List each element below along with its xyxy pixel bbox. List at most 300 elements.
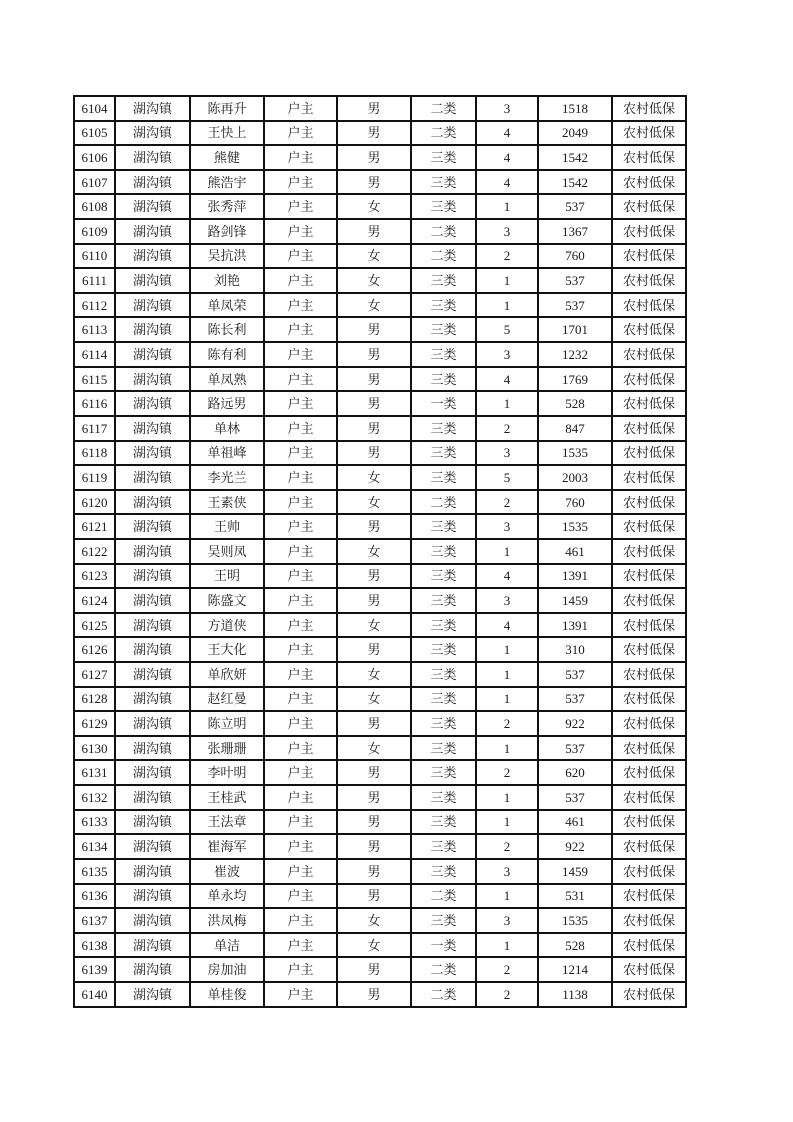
cell-gender: 男 bbox=[337, 588, 411, 613]
table-row bbox=[74, 736, 686, 761]
cell-serial-number: 6132 bbox=[74, 785, 115, 810]
cell-household-count: 1 bbox=[476, 268, 538, 293]
cell-name: 熊浩宇 bbox=[190, 170, 264, 195]
cell-town: 湖沟镇 bbox=[115, 170, 190, 195]
cell-household-count: 1 bbox=[476, 662, 538, 687]
cell-category: 三类 bbox=[411, 170, 476, 195]
cell-category: 三类 bbox=[411, 194, 476, 219]
cell-serial-number: 6113 bbox=[74, 317, 115, 342]
cell-assistance-type: 农村低保 bbox=[612, 391, 686, 416]
cell-gender: 女 bbox=[337, 736, 411, 761]
cell-household-count: 2 bbox=[476, 416, 538, 441]
cell-name: 熊健 bbox=[190, 145, 264, 170]
cell-name: 陈立明 bbox=[190, 711, 264, 736]
cell-category: 三类 bbox=[411, 293, 476, 318]
cell-category: 三类 bbox=[411, 367, 476, 392]
cell-household-count: 4 bbox=[476, 121, 538, 146]
cell-name: 陈有利 bbox=[190, 342, 264, 367]
cell-household-count: 4 bbox=[476, 564, 538, 589]
cell-category: 三类 bbox=[411, 760, 476, 785]
cell-relation: 户主 bbox=[264, 760, 337, 785]
table-row bbox=[74, 908, 686, 933]
cell-amount: 922 bbox=[538, 711, 612, 736]
cell-town: 湖沟镇 bbox=[115, 933, 190, 958]
cell-household-count: 1 bbox=[476, 884, 538, 909]
cell-relation: 户主 bbox=[264, 957, 337, 982]
cell-category: 三类 bbox=[411, 416, 476, 441]
table-row bbox=[74, 957, 686, 982]
cell-serial-number: 6118 bbox=[74, 441, 115, 466]
cell-category: 三类 bbox=[411, 539, 476, 564]
table-row bbox=[74, 588, 686, 613]
cell-assistance-type: 农村低保 bbox=[612, 96, 686, 121]
cell-category: 三类 bbox=[411, 908, 476, 933]
cell-name: 陈长利 bbox=[190, 317, 264, 342]
cell-serial-number: 6133 bbox=[74, 810, 115, 835]
table-row bbox=[74, 145, 686, 170]
table-row bbox=[74, 465, 686, 490]
cell-category: 三类 bbox=[411, 564, 476, 589]
cell-name: 吴抗洪 bbox=[190, 244, 264, 269]
cell-amount: 1535 bbox=[538, 441, 612, 466]
cell-serial-number: 6130 bbox=[74, 736, 115, 761]
cell-serial-number: 6112 bbox=[74, 293, 115, 318]
cell-assistance-type: 农村低保 bbox=[612, 293, 686, 318]
cell-amount: 1535 bbox=[538, 908, 612, 933]
cell-gender: 女 bbox=[337, 194, 411, 219]
cell-name: 陈盛文 bbox=[190, 588, 264, 613]
cell-gender: 男 bbox=[337, 785, 411, 810]
cell-gender: 男 bbox=[337, 342, 411, 367]
cell-category: 三类 bbox=[411, 317, 476, 342]
table-row bbox=[74, 170, 686, 195]
cell-town: 湖沟镇 bbox=[115, 834, 190, 859]
cell-category: 三类 bbox=[411, 859, 476, 884]
cell-serial-number: 6109 bbox=[74, 219, 115, 244]
cell-serial-number: 6131 bbox=[74, 760, 115, 785]
cell-name: 单林 bbox=[190, 416, 264, 441]
cell-category: 二类 bbox=[411, 884, 476, 909]
cell-assistance-type: 农村低保 bbox=[612, 145, 686, 170]
cell-category: 三类 bbox=[411, 613, 476, 638]
cell-name: 张秀萍 bbox=[190, 194, 264, 219]
cell-town: 湖沟镇 bbox=[115, 416, 190, 441]
cell-amount: 1459 bbox=[538, 588, 612, 613]
table-row bbox=[74, 884, 686, 909]
cell-amount: 531 bbox=[538, 884, 612, 909]
cell-assistance-type: 农村低保 bbox=[612, 416, 686, 441]
cell-name: 单欣妍 bbox=[190, 662, 264, 687]
cell-name: 单桂俊 bbox=[190, 982, 264, 1007]
table-row bbox=[74, 810, 686, 835]
cell-serial-number: 6104 bbox=[74, 96, 115, 121]
cell-household-count: 4 bbox=[476, 613, 538, 638]
cell-relation: 户主 bbox=[264, 637, 337, 662]
cell-category: 三类 bbox=[411, 342, 476, 367]
table-row bbox=[74, 244, 686, 269]
cell-assistance-type: 农村低保 bbox=[612, 490, 686, 515]
cell-household-count: 3 bbox=[476, 859, 538, 884]
cell-gender: 男 bbox=[337, 859, 411, 884]
cell-amount: 1232 bbox=[538, 342, 612, 367]
cell-relation: 户主 bbox=[264, 194, 337, 219]
cell-amount: 461 bbox=[538, 810, 612, 835]
table-row bbox=[74, 416, 686, 441]
cell-assistance-type: 农村低保 bbox=[612, 613, 686, 638]
cell-gender: 女 bbox=[337, 244, 411, 269]
cell-relation: 户主 bbox=[264, 145, 337, 170]
cell-serial-number: 6125 bbox=[74, 613, 115, 638]
cell-town: 湖沟镇 bbox=[115, 490, 190, 515]
cell-town: 湖沟镇 bbox=[115, 96, 190, 121]
cell-name: 王帅 bbox=[190, 514, 264, 539]
cell-relation: 户主 bbox=[264, 268, 337, 293]
table-row bbox=[74, 514, 686, 539]
cell-household-count: 3 bbox=[476, 342, 538, 367]
cell-amount: 760 bbox=[538, 490, 612, 515]
cell-town: 湖沟镇 bbox=[115, 859, 190, 884]
cell-name: 刘艳 bbox=[190, 268, 264, 293]
cell-amount: 1391 bbox=[538, 613, 612, 638]
cell-name: 王快上 bbox=[190, 121, 264, 146]
cell-household-count: 1 bbox=[476, 194, 538, 219]
cell-town: 湖沟镇 bbox=[115, 244, 190, 269]
cell-assistance-type: 农村低保 bbox=[612, 317, 686, 342]
cell-town: 湖沟镇 bbox=[115, 293, 190, 318]
cell-relation: 户主 bbox=[264, 687, 337, 712]
cell-assistance-type: 农村低保 bbox=[612, 342, 686, 367]
cell-serial-number: 6135 bbox=[74, 859, 115, 884]
cell-town: 湖沟镇 bbox=[115, 564, 190, 589]
cell-gender: 男 bbox=[337, 219, 411, 244]
cell-amount: 1367 bbox=[538, 219, 612, 244]
cell-relation: 户主 bbox=[264, 121, 337, 146]
cell-gender: 男 bbox=[337, 416, 411, 441]
cell-gender: 女 bbox=[337, 908, 411, 933]
table-row bbox=[74, 982, 686, 1007]
cell-serial-number: 6136 bbox=[74, 884, 115, 909]
cell-amount: 1518 bbox=[538, 96, 612, 121]
table-row bbox=[74, 613, 686, 638]
table-row bbox=[74, 687, 686, 712]
table-row bbox=[74, 564, 686, 589]
table-row bbox=[74, 834, 686, 859]
cell-relation: 户主 bbox=[264, 416, 337, 441]
cell-category: 三类 bbox=[411, 637, 476, 662]
cell-assistance-type: 农村低保 bbox=[612, 736, 686, 761]
table-row bbox=[74, 293, 686, 318]
cell-relation: 户主 bbox=[264, 293, 337, 318]
cell-town: 湖沟镇 bbox=[115, 785, 190, 810]
cell-name: 房加油 bbox=[190, 957, 264, 982]
cell-assistance-type: 农村低保 bbox=[612, 933, 686, 958]
cell-category: 三类 bbox=[411, 465, 476, 490]
cell-relation: 户主 bbox=[264, 219, 337, 244]
cell-assistance-type: 农村低保 bbox=[612, 810, 686, 835]
cell-gender: 男 bbox=[337, 96, 411, 121]
cell-assistance-type: 农村低保 bbox=[612, 662, 686, 687]
table-row bbox=[74, 342, 686, 367]
cell-serial-number: 6140 bbox=[74, 982, 115, 1007]
table-row bbox=[74, 859, 686, 884]
cell-town: 湖沟镇 bbox=[115, 711, 190, 736]
cell-assistance-type: 农村低保 bbox=[612, 539, 686, 564]
cell-household-count: 2 bbox=[476, 982, 538, 1007]
cell-gender: 男 bbox=[337, 957, 411, 982]
cell-relation: 户主 bbox=[264, 810, 337, 835]
cell-amount: 1769 bbox=[538, 367, 612, 392]
cell-amount: 1701 bbox=[538, 317, 612, 342]
cell-assistance-type: 农村低保 bbox=[612, 514, 686, 539]
cell-relation: 户主 bbox=[264, 564, 337, 589]
cell-household-count: 2 bbox=[476, 957, 538, 982]
cell-relation: 户主 bbox=[264, 465, 337, 490]
cell-assistance-type: 农村低保 bbox=[612, 465, 686, 490]
cell-name: 王素侠 bbox=[190, 490, 264, 515]
cell-household-count: 1 bbox=[476, 391, 538, 416]
table-row bbox=[74, 391, 686, 416]
cell-name: 王桂武 bbox=[190, 785, 264, 810]
cell-town: 湖沟镇 bbox=[115, 662, 190, 687]
cell-town: 湖沟镇 bbox=[115, 514, 190, 539]
cell-category: 一类 bbox=[411, 933, 476, 958]
cell-category: 三类 bbox=[411, 687, 476, 712]
cell-serial-number: 6124 bbox=[74, 588, 115, 613]
cell-relation: 户主 bbox=[264, 785, 337, 810]
table-row bbox=[74, 760, 686, 785]
cell-town: 湖沟镇 bbox=[115, 194, 190, 219]
cell-gender: 女 bbox=[337, 933, 411, 958]
cell-household-count: 1 bbox=[476, 785, 538, 810]
cell-name: 张珊珊 bbox=[190, 736, 264, 761]
cell-category: 三类 bbox=[411, 268, 476, 293]
cell-serial-number: 6127 bbox=[74, 662, 115, 687]
cell-name: 单凤熟 bbox=[190, 367, 264, 392]
cell-assistance-type: 农村低保 bbox=[612, 637, 686, 662]
cell-amount: 1459 bbox=[538, 859, 612, 884]
cell-name: 王明 bbox=[190, 564, 264, 589]
cell-amount: 620 bbox=[538, 760, 612, 785]
cell-assistance-type: 农村低保 bbox=[612, 441, 686, 466]
cell-relation: 户主 bbox=[264, 711, 337, 736]
cell-relation: 户主 bbox=[264, 834, 337, 859]
cell-category: 二类 bbox=[411, 982, 476, 1007]
cell-gender: 女 bbox=[337, 268, 411, 293]
cell-town: 湖沟镇 bbox=[115, 810, 190, 835]
cell-name: 单凤荣 bbox=[190, 293, 264, 318]
cell-relation: 户主 bbox=[264, 342, 337, 367]
cell-assistance-type: 农村低保 bbox=[612, 908, 686, 933]
cell-assistance-type: 农村低保 bbox=[612, 957, 686, 982]
cell-serial-number: 6116 bbox=[74, 391, 115, 416]
cell-serial-number: 6117 bbox=[74, 416, 115, 441]
cell-assistance-type: 农村低保 bbox=[612, 982, 686, 1007]
cell-serial-number: 6119 bbox=[74, 465, 115, 490]
cell-name: 崔海军 bbox=[190, 834, 264, 859]
cell-town: 湖沟镇 bbox=[115, 367, 190, 392]
cell-category: 三类 bbox=[411, 514, 476, 539]
table-row bbox=[74, 539, 686, 564]
cell-relation: 户主 bbox=[264, 613, 337, 638]
cell-assistance-type: 农村低保 bbox=[612, 268, 686, 293]
cell-household-count: 2 bbox=[476, 244, 538, 269]
cell-town: 湖沟镇 bbox=[115, 982, 190, 1007]
cell-assistance-type: 农村低保 bbox=[612, 170, 686, 195]
cell-name: 赵红曼 bbox=[190, 687, 264, 712]
cell-town: 湖沟镇 bbox=[115, 760, 190, 785]
cell-category: 三类 bbox=[411, 810, 476, 835]
cell-name: 单永均 bbox=[190, 884, 264, 909]
cell-serial-number: 6120 bbox=[74, 490, 115, 515]
cell-town: 湖沟镇 bbox=[115, 884, 190, 909]
cell-amount: 760 bbox=[538, 244, 612, 269]
cell-gender: 男 bbox=[337, 760, 411, 785]
cell-serial-number: 6105 bbox=[74, 121, 115, 146]
cell-household-count: 1 bbox=[476, 637, 538, 662]
table-row bbox=[74, 785, 686, 810]
cell-name: 吴则凤 bbox=[190, 539, 264, 564]
cell-serial-number: 6134 bbox=[74, 834, 115, 859]
cell-household-count: 2 bbox=[476, 834, 538, 859]
cell-gender: 男 bbox=[337, 514, 411, 539]
cell-relation: 户主 bbox=[264, 96, 337, 121]
cell-gender: 男 bbox=[337, 884, 411, 909]
cell-assistance-type: 农村低保 bbox=[612, 760, 686, 785]
cell-town: 湖沟镇 bbox=[115, 637, 190, 662]
cell-serial-number: 6138 bbox=[74, 933, 115, 958]
cell-category: 二类 bbox=[411, 957, 476, 982]
cell-household-count: 4 bbox=[476, 367, 538, 392]
cell-serial-number: 6114 bbox=[74, 342, 115, 367]
cell-amount: 537 bbox=[538, 687, 612, 712]
cell-category: 二类 bbox=[411, 219, 476, 244]
cell-town: 湖沟镇 bbox=[115, 736, 190, 761]
table-row bbox=[74, 121, 686, 146]
cell-amount: 461 bbox=[538, 539, 612, 564]
cell-gender: 女 bbox=[337, 465, 411, 490]
cell-town: 湖沟镇 bbox=[115, 908, 190, 933]
cell-gender: 男 bbox=[337, 441, 411, 466]
cell-assistance-type: 农村低保 bbox=[612, 219, 686, 244]
cell-household-count: 2 bbox=[476, 711, 538, 736]
cell-town: 湖沟镇 bbox=[115, 687, 190, 712]
cell-amount: 310 bbox=[538, 637, 612, 662]
cell-name: 王法章 bbox=[190, 810, 264, 835]
cell-household-count: 3 bbox=[476, 514, 538, 539]
table-row bbox=[74, 441, 686, 466]
table-row bbox=[74, 194, 686, 219]
cell-amount: 2003 bbox=[538, 465, 612, 490]
cell-household-count: 3 bbox=[476, 219, 538, 244]
table-row bbox=[74, 268, 686, 293]
cell-gender: 女 bbox=[337, 687, 411, 712]
cell-category: 一类 bbox=[411, 391, 476, 416]
cell-amount: 1542 bbox=[538, 170, 612, 195]
cell-household-count: 1 bbox=[476, 293, 538, 318]
cell-amount: 528 bbox=[538, 933, 612, 958]
cell-serial-number: 6121 bbox=[74, 514, 115, 539]
cell-amount: 1542 bbox=[538, 145, 612, 170]
cell-town: 湖沟镇 bbox=[115, 441, 190, 466]
roster-body bbox=[74, 96, 686, 1007]
benefit-roster-table bbox=[73, 95, 687, 1008]
cell-household-count: 1 bbox=[476, 687, 538, 712]
cell-household-count: 1 bbox=[476, 736, 538, 761]
cell-amount: 847 bbox=[538, 416, 612, 441]
cell-town: 湖沟镇 bbox=[115, 317, 190, 342]
cell-town: 湖沟镇 bbox=[115, 342, 190, 367]
cell-household-count: 5 bbox=[476, 465, 538, 490]
cell-household-count: 5 bbox=[476, 317, 538, 342]
cell-gender: 男 bbox=[337, 367, 411, 392]
cell-category: 二类 bbox=[411, 96, 476, 121]
table-row bbox=[74, 637, 686, 662]
cell-town: 湖沟镇 bbox=[115, 588, 190, 613]
cell-relation: 户主 bbox=[264, 588, 337, 613]
cell-town: 湖沟镇 bbox=[115, 465, 190, 490]
table-row bbox=[74, 711, 686, 736]
cell-relation: 户主 bbox=[264, 859, 337, 884]
cell-relation: 户主 bbox=[264, 244, 337, 269]
cell-household-count: 3 bbox=[476, 441, 538, 466]
cell-amount: 922 bbox=[538, 834, 612, 859]
cell-category: 三类 bbox=[411, 662, 476, 687]
cell-household-count: 3 bbox=[476, 908, 538, 933]
cell-gender: 女 bbox=[337, 293, 411, 318]
cell-gender: 男 bbox=[337, 170, 411, 195]
cell-amount: 1391 bbox=[538, 564, 612, 589]
cell-town: 湖沟镇 bbox=[115, 391, 190, 416]
cell-amount: 1214 bbox=[538, 957, 612, 982]
cell-category: 三类 bbox=[411, 441, 476, 466]
cell-category: 三类 bbox=[411, 736, 476, 761]
cell-gender: 男 bbox=[337, 810, 411, 835]
cell-name: 路远男 bbox=[190, 391, 264, 416]
table-row bbox=[74, 933, 686, 958]
cell-name: 李叶明 bbox=[190, 760, 264, 785]
cell-assistance-type: 农村低保 bbox=[612, 367, 686, 392]
cell-gender: 男 bbox=[337, 637, 411, 662]
cell-serial-number: 6111 bbox=[74, 268, 115, 293]
cell-relation: 户主 bbox=[264, 662, 337, 687]
cell-household-count: 1 bbox=[476, 933, 538, 958]
cell-gender: 男 bbox=[337, 982, 411, 1007]
cell-serial-number: 6123 bbox=[74, 564, 115, 589]
cell-town: 湖沟镇 bbox=[115, 268, 190, 293]
cell-town: 湖沟镇 bbox=[115, 957, 190, 982]
cell-amount: 537 bbox=[538, 194, 612, 219]
cell-relation: 户主 bbox=[264, 367, 337, 392]
cell-household-count: 3 bbox=[476, 588, 538, 613]
cell-amount: 537 bbox=[538, 736, 612, 761]
cell-assistance-type: 农村低保 bbox=[612, 859, 686, 884]
cell-name: 单洁 bbox=[190, 933, 264, 958]
cell-name: 李光兰 bbox=[190, 465, 264, 490]
cell-gender: 男 bbox=[337, 121, 411, 146]
cell-name: 单祖峰 bbox=[190, 441, 264, 466]
cell-gender: 女 bbox=[337, 613, 411, 638]
cell-serial-number: 6126 bbox=[74, 637, 115, 662]
cell-assistance-type: 农村低保 bbox=[612, 121, 686, 146]
cell-amount: 537 bbox=[538, 785, 612, 810]
table-row bbox=[74, 367, 686, 392]
cell-serial-number: 6139 bbox=[74, 957, 115, 982]
cell-assistance-type: 农村低保 bbox=[612, 884, 686, 909]
cell-gender: 女 bbox=[337, 490, 411, 515]
cell-category: 三类 bbox=[411, 785, 476, 810]
cell-name: 方道侠 bbox=[190, 613, 264, 638]
cell-assistance-type: 农村低保 bbox=[612, 244, 686, 269]
